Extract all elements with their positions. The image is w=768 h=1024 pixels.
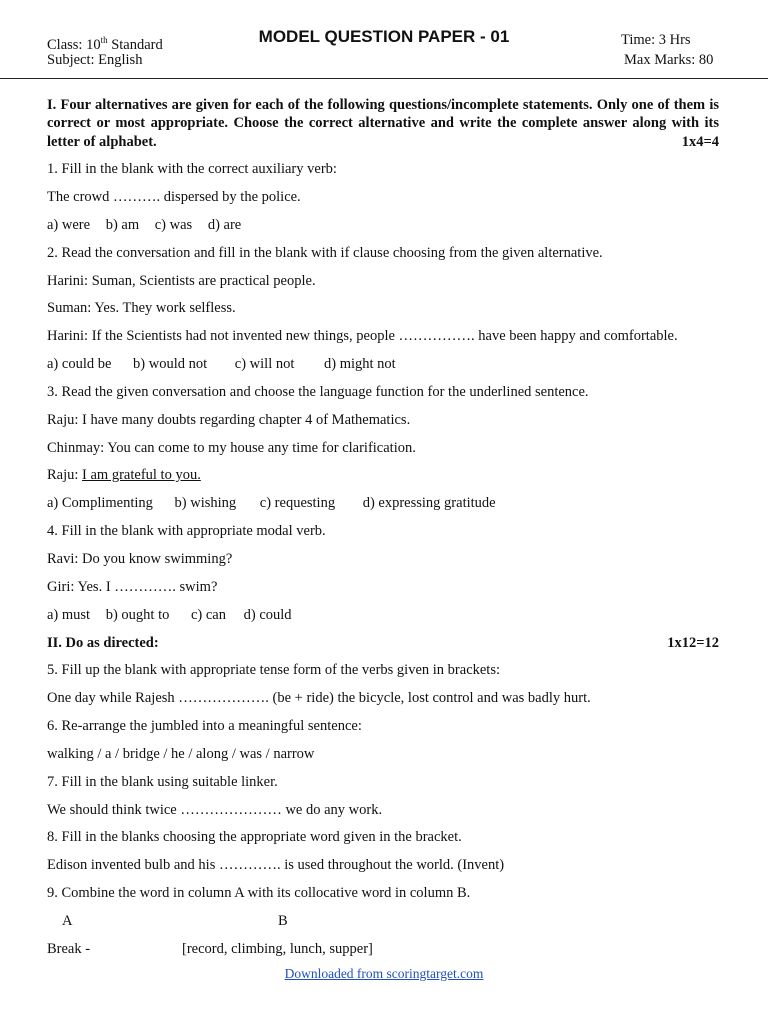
q4-prompt: 4. Fill in the blank with appropriate modal verb. bbox=[47, 523, 326, 539]
max-marks-label: Max Marks: 80 bbox=[624, 52, 714, 68]
q1-line: The crowd ………. dispersed by the police. bbox=[47, 189, 301, 205]
option-d: d) might not bbox=[324, 356, 396, 372]
option-c: c) can bbox=[190, 607, 226, 623]
option-a: a) were bbox=[47, 217, 91, 233]
q3-options bbox=[47, 494, 496, 512]
option-c: c) requesting bbox=[259, 495, 336, 511]
q2-prompt: 2. Read the conversation and fill in the blank with if clause choosing from the given alternative. bbox=[47, 245, 603, 261]
q4-line-1: Ravi: Do you know swimming? bbox=[47, 551, 233, 567]
q4-line-2: Giri: Yes. I …………. swim? bbox=[47, 579, 218, 595]
option-d: d) expressing gratitude bbox=[362, 495, 496, 511]
q9-choices: [record, climbing, lunch, supper] bbox=[182, 941, 373, 957]
column-a-heading: A bbox=[62, 913, 73, 929]
section1-marks: 1x4=4 bbox=[681, 134, 719, 150]
option-a: a) Complimenting bbox=[47, 495, 153, 511]
q7-prompt: 7. Fill in the blank using suitable linker. bbox=[47, 774, 278, 790]
header-divider bbox=[0, 78, 768, 79]
q8-line: Edison invented bulb and his …………. is used throughout the world. (Invent) bbox=[47, 857, 505, 873]
q9-word: Break - bbox=[47, 941, 91, 957]
option-b: b) wishing bbox=[174, 495, 237, 511]
option-a: a) must bbox=[47, 607, 91, 623]
option-d: d) are bbox=[207, 217, 242, 233]
q1-options bbox=[47, 216, 241, 234]
option-d: d) could bbox=[243, 607, 292, 623]
option-b: b) am bbox=[105, 217, 140, 233]
q3-line-3: Raju: I am grateful to you. bbox=[47, 467, 201, 483]
q1-prompt: 1. Fill in the blank with the correct auxiliary verb: bbox=[47, 161, 337, 177]
q9-prompt: 9. Combine the word in column A with its collocative word in column B. bbox=[47, 885, 471, 901]
option-c: c) was bbox=[154, 217, 193, 233]
q5-line: One day while Rajesh ………………. (be + ride) the bicycle, lost control and was badly hurt. bbox=[47, 690, 591, 706]
q8-prompt: 8. Fill in the blanks choosing the appropriate word given in the bracket. bbox=[47, 829, 462, 845]
column-b-heading: B bbox=[278, 913, 288, 929]
option-b: b) would not bbox=[133, 356, 208, 372]
time-label: Time: 3 Hrs bbox=[621, 32, 691, 48]
q6-prompt: 6. Re-arrange the jumbled into a meaningful sentence: bbox=[47, 718, 362, 734]
source-link[interactable]: Downloaded from scoringtarget.com bbox=[284, 966, 484, 981]
q2-line-3: Harini: If the Scientists had not invented new things, people ……………. have been happy and comfortable. bbox=[47, 328, 678, 344]
class-label: Class: 10th Standard bbox=[47, 35, 163, 53]
paper-title: MODEL QUESTION PAPER - 01 bbox=[258, 27, 510, 46]
q3-line-1: Raju: I have many doubts regarding chapter 4 of Mathematics. bbox=[47, 412, 411, 428]
q4-options bbox=[47, 606, 292, 624]
section1-instruction: I. Four alternatives are given for each of the following questions/incomplete statements. Only one of them is correct or most appropriate. Choose the correct alternative and write the complete answer along with its letter of alphabet. bbox=[47, 97, 719, 150]
q2-options bbox=[47, 355, 396, 373]
option-a: a) could be bbox=[47, 356, 112, 372]
q5-prompt: 5. Fill up the blank with appropriate tense form of the verbs given in brackets: bbox=[47, 662, 501, 678]
q7-line: We should think twice ………………… we do any work. bbox=[47, 802, 383, 818]
underlined-sentence: I am grateful to you. bbox=[82, 467, 201, 483]
option-c: c) will not bbox=[234, 356, 295, 372]
section2-heading: II. Do as directed: bbox=[47, 635, 159, 651]
q2-line-2: Suman: Yes. They work selfless. bbox=[47, 300, 236, 316]
subject-label: Subject: English bbox=[47, 52, 143, 68]
q3-line-2: Chinmay: You can come to my house any time for clarification. bbox=[47, 440, 416, 456]
q3-prompt: 3. Read the given conversation and choose the language function for the underlined sentence. bbox=[47, 384, 589, 400]
option-b: b) ought to bbox=[105, 607, 170, 623]
q6-line: walking / a / bridge / he / along / was / narrow bbox=[47, 746, 315, 762]
section2-marks: 1x12=12 bbox=[667, 635, 719, 651]
q2-line-1: Harini: Suman, Scientists are practical people. bbox=[47, 273, 316, 289]
